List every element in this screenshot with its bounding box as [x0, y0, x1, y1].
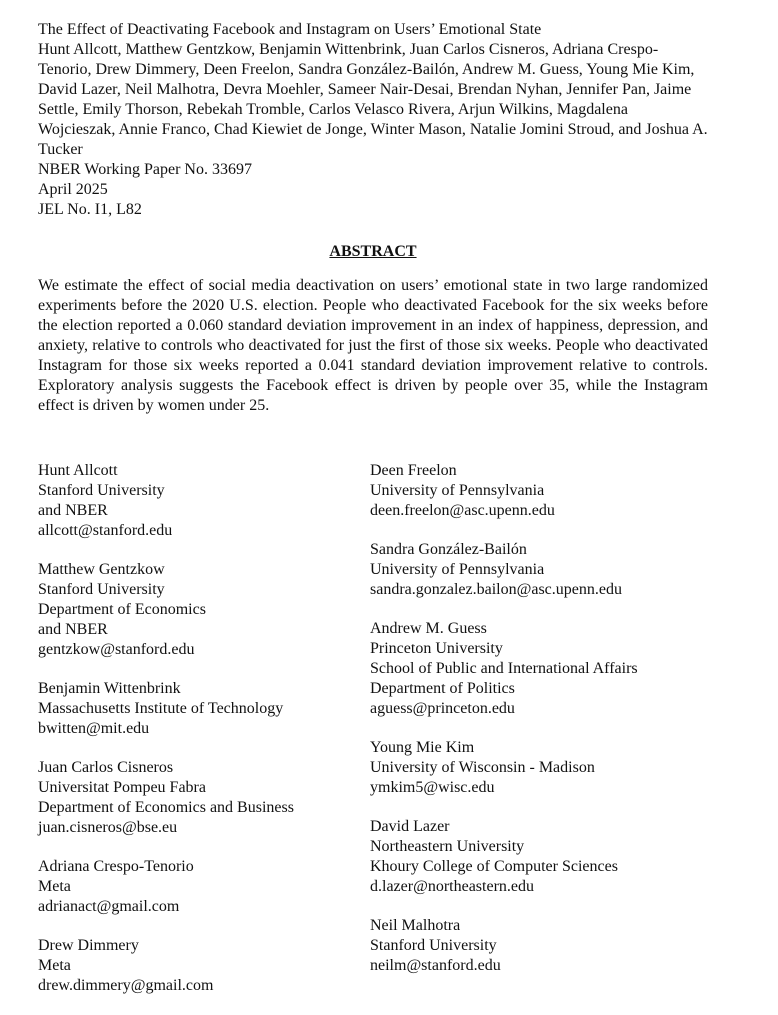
author-email: bwitten@mit.edu [38, 720, 150, 737]
author-affiliation-line: University of Pennsylvania [370, 482, 545, 499]
author-affiliation-line: and NBER [38, 621, 108, 638]
affiliations-left-column [38, 461, 378, 1015]
author-affiliation-block [370, 619, 710, 719]
author-name: Benjamin Wittenbrink [38, 680, 181, 697]
author-affiliation-block [38, 461, 378, 541]
author-email: allcott@stanford.edu [38, 522, 173, 539]
author-affiliation-line: Princeton University [370, 640, 503, 657]
working-paper-number: NBER Working Paper No. 33697 [38, 161, 252, 178]
author-affiliation-block [370, 817, 710, 897]
author-name: Sandra González-Bailón [370, 541, 527, 558]
author-name: Neil Malhotra [370, 917, 461, 934]
author-affiliation-line: School of Public and International Affairs [370, 660, 638, 677]
author-affiliation-line: Northeastern University [370, 838, 525, 855]
author-email: ymkim5@wisc.edu [370, 779, 495, 796]
author-email: adrianact@gmail.com [38, 898, 180, 915]
author-name: Hunt Allcott [38, 462, 118, 479]
author-affiliation-line: University of Wisconsin - Madison [370, 759, 595, 776]
author-affiliation-block [38, 560, 378, 660]
author-email: neilm@stanford.edu [370, 957, 501, 974]
author-affiliation-line: Khoury College of Computer Sciences [370, 858, 618, 875]
author-affiliation-block [38, 679, 378, 739]
author-affiliation-line: Massachusetts Institute of Technology [38, 700, 284, 717]
author-affiliation-block [370, 738, 710, 798]
paper-title: The Effect of Deactivating Facebook and Instagram on Users’ Emotional State [38, 21, 542, 38]
author-email: sandra.gonzalez.bailon@asc.upenn.edu [370, 581, 622, 598]
author-name: Juan Carlos Cisneros [38, 759, 174, 776]
abstract-heading: ABSTRACT [329, 243, 417, 260]
author-affiliation-line: and NBER [38, 502, 108, 519]
author-email: juan.cisneros@bse.eu [38, 819, 178, 836]
author-affiliation-line: University of Pennsylvania [370, 561, 545, 578]
author-email: drew.dimmery@gmail.com [38, 977, 214, 994]
author-name: Andrew M. Guess [370, 620, 487, 637]
publication-date: April 2025 [38, 181, 108, 198]
author-email: d.lazer@northeastern.edu [370, 878, 534, 895]
jel-codes: JEL No. I1, L82 [38, 201, 142, 218]
author-email: aguess@princeton.edu [370, 700, 515, 717]
author-affiliation-line: Stanford University [370, 937, 497, 954]
author-name: Adriana Crespo-Tenorio [38, 858, 194, 875]
author-affiliation-block [370, 916, 710, 976]
author-affiliation-line: Department of Politics [370, 680, 515, 697]
author-list: Hunt Allcott, Matthew Gentzkow, Benjamin Wittenbrink, Juan Carlos Cisneros, Adriana Crespo-Tenorio, Drew Dimmery, Deen Freelon, Sandra González-Bailón, Andrew M. Guess, Young Mie Kim, David Lazer, Neil Malhotra, Devra Moehler, Sameer Nair-Desai, Brendan Nyhan, Jennifer Pan, Jaime Settle, Emily Thorson, Rebekah Tromble, Carlos Velasco Rivera, Arjun Wilkins, Magdalena Wojcieszak, Annie Franco, Chad Kiewiet de Jonge, Winter Mason, Natalie Jomini Stroud, and Joshua A. Tucker [38, 41, 708, 158]
author-affiliation-line: Stanford University [38, 581, 165, 598]
abstract-text: We estimate the effect of social media deactivation on users’ emotional state in two large randomized experiments before the 2020 U.S. election. People who deactivated Facebook for the six weeks before the election reported a 0.060 standard deviation improvement in an index of happiness, depression, and anxiety, relative to controls who deactivated for just the first of those six weeks. People who deactivated Instagram for those six weeks reported a 0.041 standard deviation improvement relative to controls. Exploratory analysis suggests the Facebook effect is driven by people over 35, while the Instagram effect is driven by women under 25. [38, 277, 708, 414]
author-affiliation-line: Stanford University [38, 482, 165, 499]
author-name: Deen Freelon [370, 462, 457, 479]
author-email: gentzkow@stanford.edu [38, 641, 195, 658]
author-name: Drew Dimmery [38, 937, 139, 954]
author-name: Young Mie Kim [370, 739, 475, 756]
author-name: Matthew Gentzkow [38, 561, 165, 578]
author-affiliation-block [370, 461, 710, 521]
author-affiliation-line: Department of Economics [38, 601, 206, 618]
author-affiliation-block [38, 758, 378, 838]
author-email: deen.freelon@asc.upenn.edu [370, 502, 555, 519]
author-name: David Lazer [370, 818, 450, 835]
author-affiliation-block [370, 540, 710, 600]
author-affiliation-line: Meta [38, 957, 71, 974]
author-affiliation-line: Universitat Pompeu Fabra [38, 779, 206, 796]
author-affiliation-block [38, 936, 378, 996]
author-affiliation-line: Department of Economics and Business [38, 799, 294, 816]
author-affiliation-line: Meta [38, 878, 71, 895]
paper-page [38, 20, 708, 994]
affiliations-right-column [370, 461, 710, 995]
author-affiliation-block [38, 857, 378, 917]
